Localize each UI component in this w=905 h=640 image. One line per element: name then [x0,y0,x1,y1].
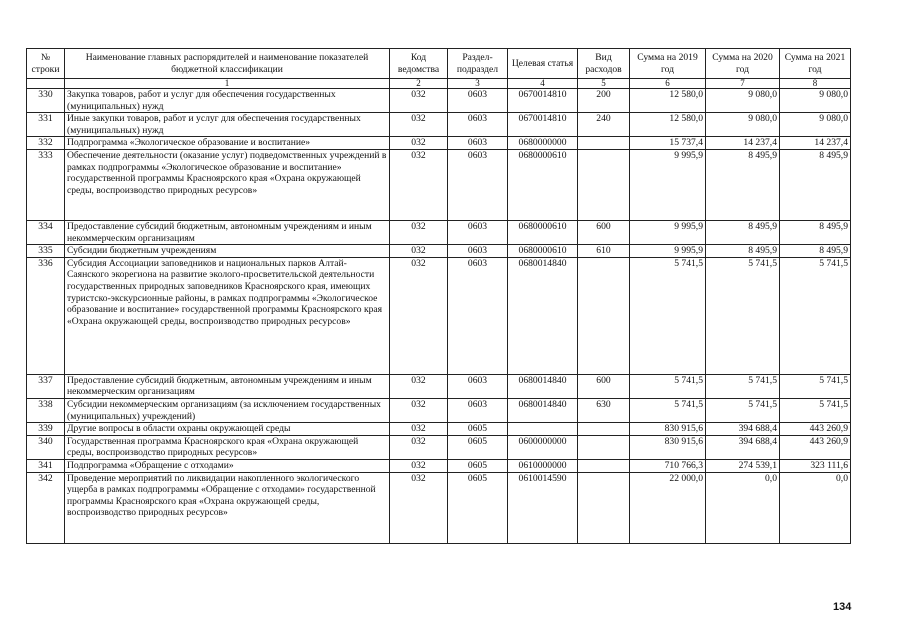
table-row [27,423,851,436]
row-sum-2019: 12 580,0 [630,113,706,137]
row-target-article: 0680014840 [508,257,578,374]
row-sum-2020: 14 237,4 [706,137,780,150]
row-number: 341 [27,459,65,472]
row-name: Иные закупки товаров, работ и услуг для обеспечения государственных (муниципальных) нужд [65,113,390,137]
column-numbers-row [27,79,851,89]
row-target-article: 0680000610 [508,149,578,220]
row-target-article [508,423,578,436]
row-target-article: 0680000610 [508,245,578,258]
budget-table [26,48,851,544]
column-number: 4 [508,79,578,89]
header-target-article: Целевая статья [508,49,578,79]
row-sum-2020: 274 539,1 [706,459,780,472]
table-row [27,220,851,244]
row-section: 0603 [448,374,508,398]
row-target-article: 0600000000 [508,435,578,459]
table-row [27,245,851,258]
row-sum-2020: 394 688,4 [706,423,780,436]
row-target-article: 0680014840 [508,398,578,422]
row-target-article: 0610014590 [508,472,578,543]
row-sum-2020: 5 741,5 [706,257,780,374]
row-sum-2021: 14 237,4 [780,137,851,150]
row-sum-2019: 830 915,6 [630,423,706,436]
row-name: Субсидии некоммерческим организациям (за исключением государственных (муниципальных) учреждений) [65,398,390,422]
header-sum-2020: Сумма на 2020 год [706,49,780,79]
row-sum-2021: 443 260,9 [780,423,851,436]
column-number: 8 [780,79,851,89]
row-number: 338 [27,398,65,422]
table-row [27,149,851,220]
row-dept-code: 032 [390,137,448,150]
row-sum-2020: 9 080,0 [706,89,780,113]
row-sum-2019: 12 580,0 [630,89,706,113]
header-row [27,49,851,79]
row-sum-2020: 5 741,5 [706,374,780,398]
row-target-article: 0680000000 [508,137,578,150]
column-number [27,79,65,89]
row-expense-type: 610 [578,245,630,258]
table-row [27,472,851,543]
row-section: 0605 [448,423,508,436]
header-sum-2021: Сумма на 2021 год [780,49,851,79]
row-sum-2019: 15 737,4 [630,137,706,150]
row-name: Подпрограмма «Обращение с отходами» [65,459,390,472]
row-sum-2021: 9 080,0 [780,113,851,137]
row-name: Закупка товаров, работ и услуг для обеспечения государственных (муниципальных) нужд [65,89,390,113]
row-section: 0605 [448,459,508,472]
column-number: 2 [390,79,448,89]
table-row [27,435,851,459]
row-expense-type: 200 [578,89,630,113]
header-expense-type: Вид расходов [578,49,630,79]
row-sum-2021: 9 080,0 [780,89,851,113]
row-dept-code: 032 [390,113,448,137]
row-sum-2019: 5 741,5 [630,398,706,422]
row-expense-type: 630 [578,398,630,422]
row-dept-code: 032 [390,220,448,244]
header-name: Наименование главных распорядителей и наименование показателей бюджетной классификации [65,49,390,79]
header-row-no: № строки [27,49,65,79]
row-dept-code: 032 [390,435,448,459]
row-sum-2021: 5 741,5 [780,398,851,422]
column-number: 7 [706,79,780,89]
row-name: Субсидии бюджетным учреждениям [65,245,390,258]
row-expense-type: 240 [578,113,630,137]
row-section: 0603 [448,257,508,374]
row-dept-code: 032 [390,149,448,220]
row-expense-type [578,257,630,374]
column-number: 1 [65,79,390,89]
row-number: 332 [27,137,65,150]
table-row [27,89,851,113]
row-sum-2019: 9 995,9 [630,149,706,220]
row-sum-2021: 8 495,9 [780,220,851,244]
row-sum-2021: 0,0 [780,472,851,543]
column-number: 3 [448,79,508,89]
row-expense-type [578,137,630,150]
row-sum-2020: 394 688,4 [706,435,780,459]
row-sum-2019: 9 995,9 [630,245,706,258]
row-section: 0603 [448,113,508,137]
header-dept-code: Код ведомства [390,49,448,79]
row-sum-2021: 323 111,6 [780,459,851,472]
row-expense-type: 600 [578,374,630,398]
row-section: 0603 [448,149,508,220]
row-sum-2019: 710 766,3 [630,459,706,472]
row-name: Проведение мероприятий по ликвидации накопленного экологического ущерба в рамках подпрограммы «Обращение с отходами» государственной программы Красноярского края «Охрана окружающей среды, воспроизводство природных ресурсов» [65,472,390,543]
row-number: 336 [27,257,65,374]
row-sum-2020: 9 080,0 [706,113,780,137]
row-target-article: 0610000000 [508,459,578,472]
row-dept-code: 032 [390,374,448,398]
row-dept-code: 032 [390,398,448,422]
row-name: Субсидия Ассоциации заповедников и национальных парков Алтай-Саянского экорегиона на развитие эколого-просветительской деятельности государственных природных заповедников Красноярского края, имеющих туристско-экскурсионные районы, в рамках подпрограммы «Экологическое образование и воспитание» государственной программы Красноярского края «Охрана окружающей среды, воспроизводство природных ресурсов» [65,257,390,374]
header-section: Раздел-подраздел [448,49,508,79]
table-row [27,374,851,398]
table-row [27,137,851,150]
row-expense-type [578,472,630,543]
header-sum-2019: Сумма на 2019 год [630,49,706,79]
row-sum-2020: 8 495,9 [706,220,780,244]
row-target-article: 0670014810 [508,89,578,113]
row-sum-2019: 22 000,0 [630,472,706,543]
row-name: Другие вопросы в области охраны окружающей среды [65,423,390,436]
row-dept-code: 032 [390,459,448,472]
row-section: 0603 [448,220,508,244]
row-name: Предоставление субсидий бюджетным, автономным учреждениям и иным некоммерческим организациям [65,220,390,244]
row-sum-2020: 5 741,5 [706,398,780,422]
page-number: 134 [833,601,852,613]
row-expense-type: 600 [578,220,630,244]
row-number: 333 [27,149,65,220]
row-sum-2021: 5 741,5 [780,374,851,398]
row-sum-2020: 8 495,9 [706,245,780,258]
table-row [27,257,851,374]
row-dept-code: 032 [390,245,448,258]
row-expense-type [578,423,630,436]
column-number: 6 [630,79,706,89]
row-section: 0603 [448,398,508,422]
row-sum-2021: 8 495,9 [780,245,851,258]
row-section: 0603 [448,245,508,258]
column-number: 5 [578,79,630,89]
row-expense-type [578,435,630,459]
row-sum-2021: 8 495,9 [780,149,851,220]
row-section: 0605 [448,435,508,459]
row-sum-2020: 0,0 [706,472,780,543]
row-number: 340 [27,435,65,459]
row-sum-2019: 5 741,5 [630,257,706,374]
row-expense-type [578,459,630,472]
row-section: 0603 [448,89,508,113]
row-dept-code: 032 [390,423,448,436]
row-section: 0603 [448,137,508,150]
row-dept-code: 032 [390,257,448,374]
row-number: 337 [27,374,65,398]
row-target-article: 0680000610 [508,220,578,244]
table-row [27,459,851,472]
row-name: Государственная программа Красноярского края «Охрана окружающей среды, воспроизводство природных ресурсов» [65,435,390,459]
row-expense-type [578,149,630,220]
row-number: 334 [27,220,65,244]
row-sum-2019: 5 741,5 [630,374,706,398]
row-number: 331 [27,113,65,137]
row-target-article: 0680014840 [508,374,578,398]
row-number: 330 [27,89,65,113]
row-dept-code: 032 [390,89,448,113]
row-sum-2020: 8 495,9 [706,149,780,220]
row-sum-2019: 830 915,6 [630,435,706,459]
row-sum-2021: 5 741,5 [780,257,851,374]
row-dept-code: 032 [390,472,448,543]
row-name: Подпрограмма «Экологическое образование и воспитание» [65,137,390,150]
table-row [27,398,851,422]
table-row [27,113,851,137]
row-sum-2021: 443 260,9 [780,435,851,459]
row-number: 342 [27,472,65,543]
row-number: 335 [27,245,65,258]
row-number: 339 [27,423,65,436]
row-sum-2019: 9 995,9 [630,220,706,244]
row-name: Предоставление субсидий бюджетным, автономным учреждениям и иным некоммерческим организациям [65,374,390,398]
row-name: Обеспечение деятельности (оказание услуг) подведомственных учреждений в рамках подпрограммы «Экологическое образование и воспитание» государственной программы Красноярского края «Охрана окружающей среды, воспроизводство природных ресурсов» [65,149,390,220]
row-section: 0605 [448,472,508,543]
row-target-article: 0670014810 [508,113,578,137]
